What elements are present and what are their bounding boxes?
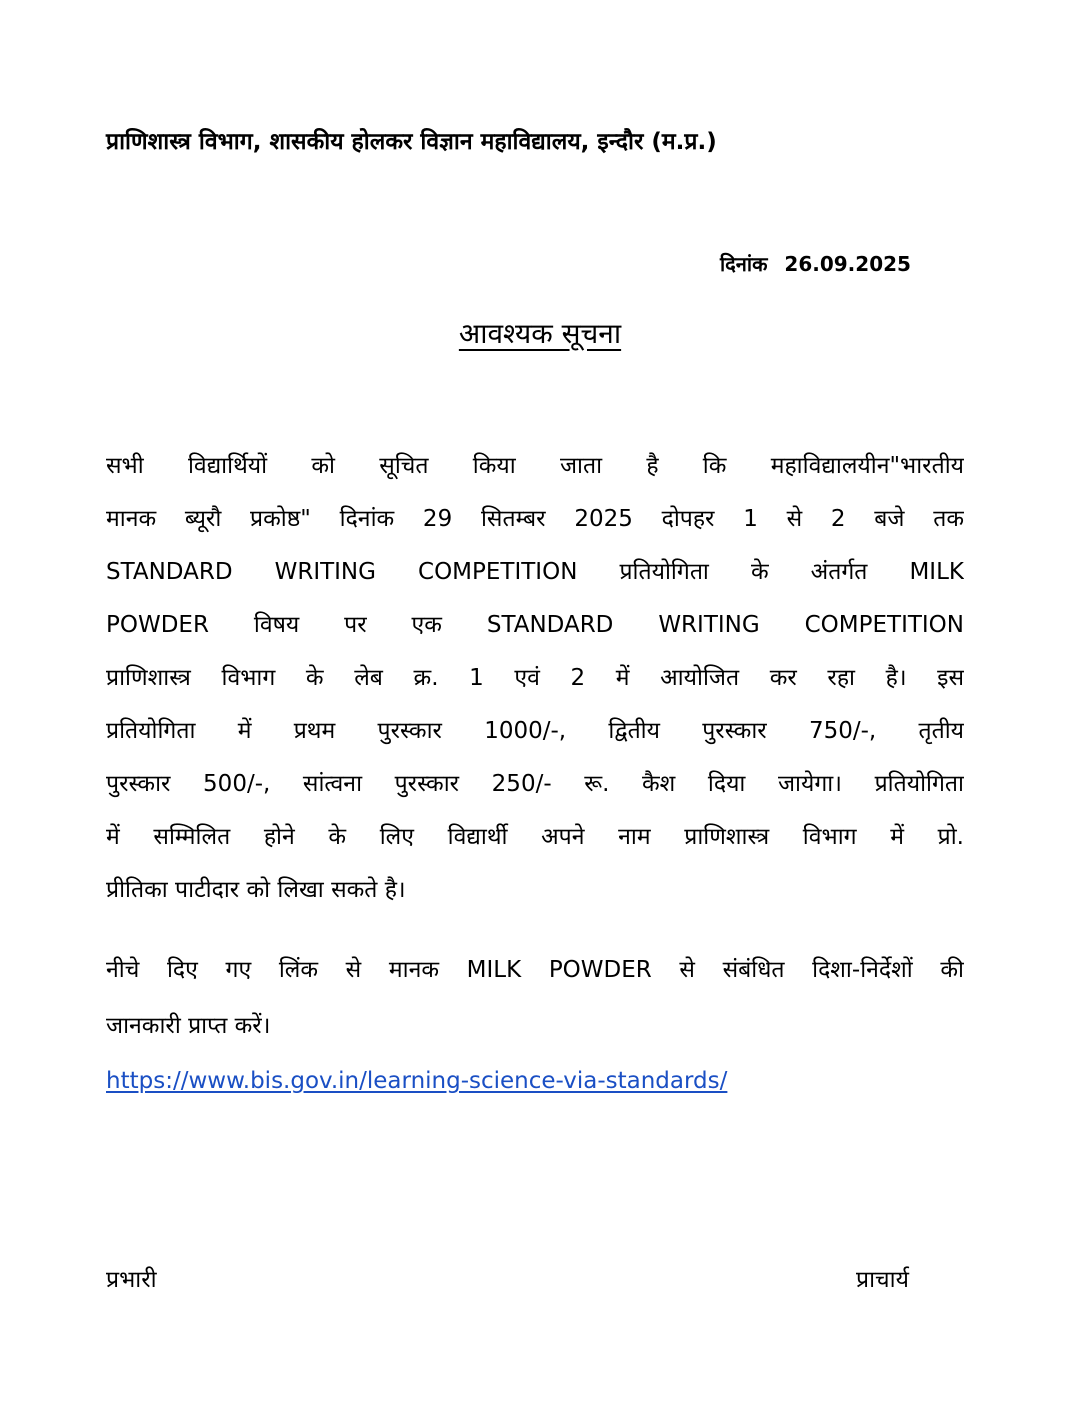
bis-guidelines-link[interactable]: https://www.bis.gov.in/learning-science-via-standards/ (106, 1068, 728, 1094)
date-label: दिनांक (720, 252, 768, 276)
paragraph-line: प्रीतिका पाटीदार को लिखा सकते है। (106, 877, 406, 903)
notice-paragraph-1 (106, 440, 964, 917)
date-value: 26.09.2025 (784, 252, 911, 276)
principal-signature-label: प्राचार्य (856, 1267, 909, 1293)
paragraph-line: POWDER विषय पर एक STANDARD WRITING COMPETITION (106, 612, 964, 638)
paragraph-line: नीचे दिए गए लिंक से मानक MILK POWDER से संबंधित दिशा-निर्देशों की (106, 957, 964, 983)
paragraph-line: सभी विद्यार्थियों को सूचित किया जाता है कि महाविद्यालयीन"भारतीय (106, 453, 964, 479)
notice-title (0, 314, 1080, 352)
notice-title-text: आवश्यक सूचना (458, 317, 622, 350)
paragraph-line: प्राणिशास्त्र विभाग के लेब क्र. 1 एवं 2 में आयोजित कर रहा है। इस (106, 665, 964, 691)
paragraph-line: में सम्मिलित होने के लिए विद्यार्थी अपने नाम प्राणिशास्त्र विभाग में प्रो. (106, 824, 964, 850)
paragraph-line: जानकारी प्राप्त करें। (106, 1013, 271, 1039)
paragraph-line: प्रतियोगिता में प्रथम पुरस्कार 1000/-, द्वितीय पुरस्कार 750/-, तृतीय (106, 718, 964, 744)
paragraph-line: मानक ब्यूरौ प्रकोष्ठ" दिनांक 29 सितम्बर 2025 दोपहर 1 से 2 बजे तक (106, 506, 964, 532)
date-line (720, 250, 911, 277)
paragraph-line: STANDARD WRITING COMPETITION प्रतियोगिता के अंतर्गत MILK (106, 559, 964, 585)
department-heading: प्राणिशास्त्र विभाग, शासकीय होलकर विज्ञान महाविद्यालय, इन्दौर (म.प्र.) (106, 129, 717, 155)
notice-paragraph-2 (106, 942, 964, 1054)
incharge-signature-label: प्रभारी (106, 1267, 157, 1293)
paragraph-line: पुरस्कार 500/-, सांत्वना पुरस्कार 250/- रू. कैश दिया जायेगा। प्रतियोगिता (106, 771, 964, 797)
